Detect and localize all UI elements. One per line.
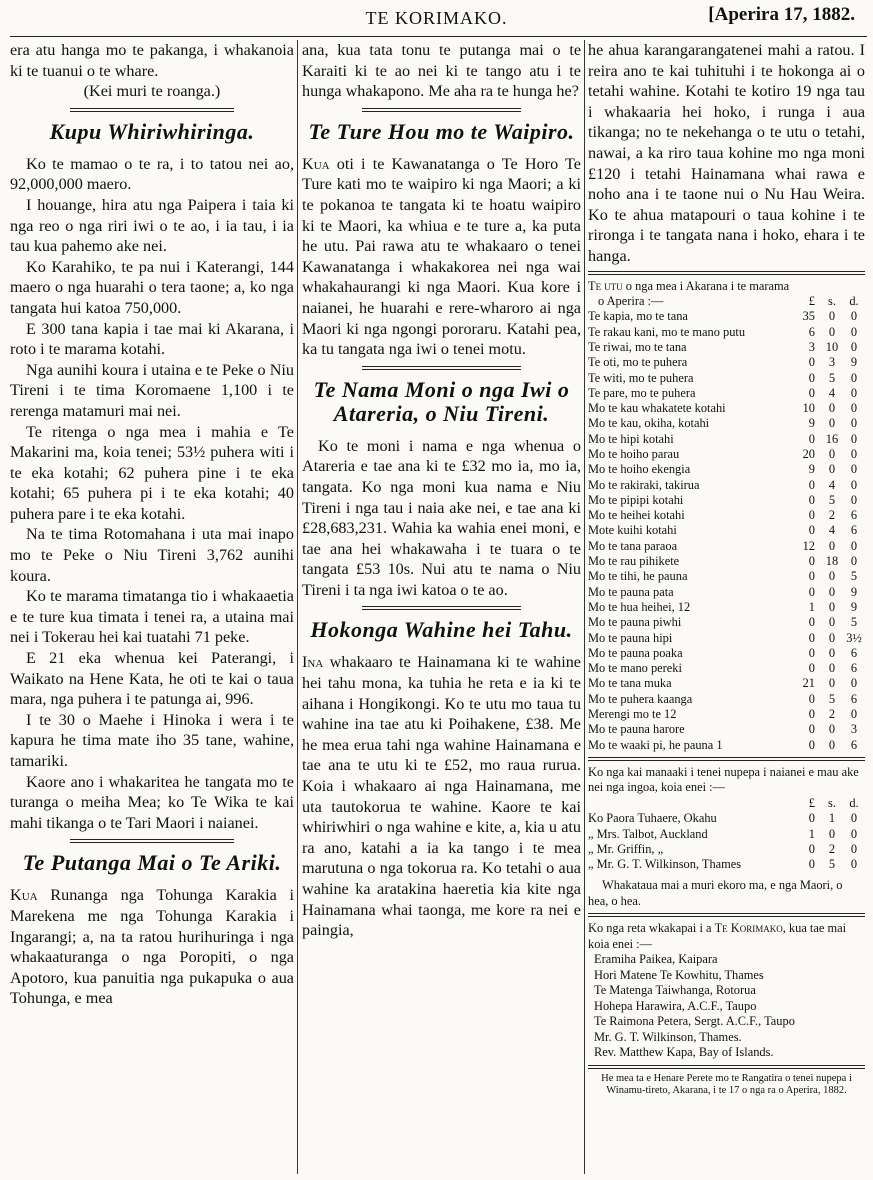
price-value: 0	[850, 385, 858, 400]
price-value: 0	[828, 661, 836, 676]
price-item: Mote kuihi kotahi	[588, 523, 677, 538]
price-item: Mo te kau, okiha, kotahi	[588, 416, 710, 431]
price-value: 0	[828, 645, 836, 660]
subscription-amount: 0	[828, 826, 836, 841]
issue-date: [Aperira 17, 1882.	[708, 4, 855, 25]
paragraph: I houange, hira atu nga Paipera i taia ki nga reo o nga riri iwi o te ao, i ia tau, i ia tau kua pahemo ake nei.	[10, 195, 294, 256]
price-item: Mo te pauna poaka	[588, 645, 683, 660]
price-item: Mo te pauna harore	[588, 722, 685, 737]
price-value: 6	[850, 737, 858, 752]
price-value: 6	[850, 645, 858, 660]
subscribers-intro: Ko nga kai manaaki i tenei nupepa i naianei e mau ake nei nga ingoa, koia enei :—	[588, 764, 859, 795]
table-row	[588, 416, 865, 431]
price-value: 6	[850, 661, 858, 676]
list-item: Hori Matene Te Kowhitu, Thames	[594, 967, 764, 982]
table-row	[588, 355, 865, 370]
price-item: Mo te mano pereki	[588, 661, 682, 676]
column-divider	[297, 40, 298, 1174]
price-value: 0	[808, 707, 815, 722]
list-item: Hohepa Harawira, A.C.F., Taupo	[594, 998, 757, 1013]
price-value: 0	[808, 554, 815, 569]
price-value: 0	[808, 477, 815, 492]
paragraph: Nga aunihi koura i utaina e te Peke o Niu Tireni i te tima Koromaene 1,100 i te rerenga matamuri mai nei.	[10, 360, 294, 420]
table-row	[588, 401, 865, 416]
price-item: Mo te heihei kotahi	[588, 508, 685, 523]
subscribers-note: Whakataua mai a muri ekoro ma, e nga Maori, o hea, o hea.	[588, 878, 843, 908]
section-divider	[588, 757, 865, 761]
section-divider	[588, 271, 865, 275]
price-value: 0	[808, 691, 815, 706]
price-value: 2	[828, 508, 836, 523]
price-value: 10	[802, 401, 815, 416]
letters-list	[588, 952, 865, 1061]
price-value: 0	[808, 661, 815, 676]
section-divider	[70, 839, 234, 843]
price-value: 0	[808, 645, 815, 660]
subscription-amount: 0	[850, 857, 858, 872]
price-value: 4	[828, 385, 836, 400]
continued-text: ana, kua tata tonu te putanga mai o te Karaiti ki te ao nei ki te tango atu i te hunga whakapono. Me aha ra te hunga he?	[302, 41, 581, 101]
table-row	[588, 432, 865, 447]
price-value: 0	[850, 477, 858, 492]
price-value: 35	[802, 309, 815, 324]
column-2	[302, 40, 581, 1172]
table-row	[588, 707, 865, 722]
subscription-amount: 0	[850, 841, 858, 856]
table-row	[588, 447, 865, 462]
header-rule	[10, 36, 867, 37]
list-item: Te Matenga Taiwhanga, Rotorua	[594, 983, 756, 998]
price-value: 0	[828, 676, 836, 691]
dropcap-word: Kua	[10, 886, 38, 905]
list-item: Rev. Matthew Kapa, Bay of Islands.	[594, 1045, 774, 1060]
newspaper-title: TE KORIMAKO.	[365, 8, 508, 28]
table-row	[588, 325, 865, 340]
table-row	[588, 371, 865, 386]
price-item: Mo te tana paraoa	[588, 538, 678, 553]
price-item: Mo te rakiraki, takirua	[588, 477, 700, 492]
table-row	[588, 857, 865, 872]
price-value: 9	[850, 584, 858, 599]
section-divider	[362, 108, 521, 112]
price-item: Te oti, mo te puhera	[588, 355, 688, 370]
paragraph: E 300 tana kapia i tae mai ki Akarana, i roto i te marama kotahi.	[10, 319, 294, 359]
price-value: 20	[802, 447, 815, 461]
paragraph: Ko te marama timatanga tio i whakaaetia e te ture kua timata i tenei ra, a utaina mai nei i Tokerau hei kai tuatahi 71 peke.	[10, 587, 294, 647]
price-item: Mo te puhera kaanga	[588, 691, 693, 706]
subscriber-name: „ Mrs. Talbot, Auckland	[588, 826, 708, 841]
paragraph: Kaore ano i whakaritea he tangata mo te turanga o meiha Mea; ko Te Wika te kai mahi tikanga o te Tari Maori i naianei.	[10, 772, 294, 832]
price-item: Te rakau kani, mo te mano putu	[588, 324, 746, 339]
paragraph: Ko te mamao o te ra, i to tatou nei ao, 92,000,000 maero.	[10, 154, 294, 194]
price-value: 0	[808, 584, 815, 599]
paragraph	[302, 154, 581, 360]
table-row	[588, 738, 865, 753]
price-value: 0	[828, 722, 836, 737]
price-item: Mo te pauna hipi	[588, 630, 673, 645]
price-value: 10	[825, 339, 839, 354]
section-divider	[588, 1065, 865, 1069]
price-value: 3	[850, 722, 858, 737]
table-header-row: o Aperira :— £ s. d.	[598, 294, 859, 309]
subscribers-table	[588, 796, 865, 872]
table-row	[588, 811, 865, 826]
price-item: Mo te hoiho parau	[588, 447, 680, 461]
price-item: Te pare, mo te puhera	[588, 385, 696, 400]
price-value: 5	[828, 492, 836, 507]
table-row	[588, 585, 865, 600]
table-row	[588, 523, 865, 538]
price-item: Mo te rau pihikete	[588, 554, 680, 569]
subscription-amount: 1	[828, 811, 836, 826]
price-value: 0	[828, 416, 836, 431]
price-value: 0	[828, 309, 836, 324]
paragraph-text: oti i te Kawanatanga o Te Horo Te Ture kati mo te waipiro ki nga Maori; a ki te pokanoa te tangata ki te hoatu waipiro ki te Maori, ka whiua e te ture a, ka puta he utu. Pai rawa atu te whakaaro o tenei Kawanatanga i whakakorea nei nga wai whakahaurangi ki nga Maori. Kua kore i naianei, he huarahi e rere-wharoro ai nga Maori ki nga ngongi pororaru. Katahi pea, ka tu tangata nga iwi o tenei motu.	[302, 154, 581, 359]
paragraph: Ko te moni i nama e nga whenua o Atareria e tae ana ki te £32 mo ia, mo ia, tangata. Ko nga moni kua nama e Niu Tireni i nga tau i naia ake nei, e tae ana ki £28,683,231. Wahia ka wahia enei moni, e tae ana hei whakawaha i te tuara o te tangata £53 10s. Nui atu te nama o Niu Tireni i ta nga iwi katoa o te ao.	[302, 436, 581, 599]
table-row	[588, 676, 865, 691]
article-heading: Te Ture Hou mo te Waipiro.	[308, 118, 575, 144]
article-heading: Te Putanga Mai o Te Ariki.	[22, 850, 282, 876]
price-value: 0	[850, 554, 858, 569]
price-value: 0	[828, 462, 836, 477]
section-divider	[70, 108, 234, 112]
continued-text: era atu hanga mo te pakanga, i whakanoia ki te tuanui o te whare.	[10, 41, 294, 80]
price-value: 3	[808, 339, 815, 354]
column-3	[588, 40, 865, 1172]
prices-intro: Te utu o nga mea i Akarana i te marama	[588, 278, 790, 293]
price-value: 0	[808, 722, 815, 737]
section-divider	[362, 366, 521, 370]
paragraph-text: whakaaro te Hainamana ki te wahine hei tahu mona, ka tuhia he reta e ia ki te aihana i Hongikongi. Ko te utu mo taua tu wahine ina tae atu ki Poihakene, £38. Me he mea erua tahi nga wahine Hainamana e tae ana te utu ki te £52, mo raua rurua. Koia i whakaaro ai nga Hainamana, me uta tautokorua te wahine. Kaore te kai whiriwhiri o nga wahine e kite, a, kia u atu ra ano, katahi a ia ka tango i te mea marutuna o nga tokorua ra. Ko tetahi o aua wahine ka aratakina haeretia kia kite nga Hainamana whai taonga, me kore ra nei e paingia,	[302, 653, 581, 940]
price-value: 0	[808, 385, 815, 400]
price-value: 0	[808, 523, 815, 538]
price-value: 0	[808, 492, 815, 507]
price-value: 6	[850, 523, 858, 538]
price-value: 0	[828, 401, 836, 416]
list-item: Mr. G. T. Wilkinson, Thames.	[594, 1029, 742, 1044]
price-item: Mo te kau whakatete kotahi	[588, 401, 726, 416]
table-row	[588, 646, 865, 661]
table-header-row: £ s. d.	[808, 795, 859, 810]
subscription-amount: 0	[808, 841, 815, 856]
price-item: Mo te tana muka	[588, 676, 672, 691]
price-value: 2	[828, 707, 836, 722]
price-value: 0	[850, 309, 858, 324]
price-value: 0	[850, 538, 858, 553]
table-row	[588, 692, 865, 707]
subscription-amount: 2	[828, 841, 836, 856]
price-value: 0	[808, 630, 815, 645]
subscription-amount: 5	[828, 857, 836, 872]
table-row	[588, 631, 865, 646]
page-header	[0, 0, 873, 40]
price-value: 5	[828, 370, 836, 385]
article-heading: Hokonga Wahine hei Tahu.	[310, 617, 573, 643]
price-value: 0	[850, 324, 858, 339]
price-value: 0	[850, 401, 858, 416]
table-row	[588, 478, 865, 493]
price-value: 6	[850, 691, 858, 706]
price-value: 0	[828, 538, 836, 553]
paragraph: Na te tima Rotomahana i uta mai inapo mo te Peke o Niu Tireni 3,762 aunihi koura.	[10, 525, 294, 585]
table-row	[588, 508, 865, 523]
subscriber-name: „ Mr. Griffin, „	[588, 841, 664, 856]
section-divider	[588, 913, 865, 917]
price-value: 5	[828, 691, 836, 706]
price-item: Mo te pipipi kotahi	[588, 492, 684, 507]
table-row	[588, 462, 865, 477]
price-list-table	[588, 294, 865, 753]
price-value: 5	[850, 615, 858, 630]
price-value: 3	[828, 355, 836, 370]
price-value: 0	[850, 462, 858, 477]
price-value: 0	[850, 447, 858, 461]
paragraph: I te 30 o Maehe i Hinoka i wera i te kapura he tima mate iho 35 tane, wahine, tamariki.	[10, 710, 294, 770]
price-value: 0	[850, 492, 858, 507]
price-item: Te kapia, mo te tana	[588, 309, 688, 324]
price-value: 0	[850, 370, 858, 385]
list-item: Eramiha Paikea, Kaipara	[594, 952, 718, 967]
price-value: 9	[850, 355, 858, 370]
price-value: 0	[828, 615, 836, 630]
paragraph	[302, 652, 581, 940]
continued-note: (Kei muri te roanga.)	[83, 82, 221, 101]
dropcap-word: Kua	[302, 154, 330, 173]
price-value: 9	[808, 462, 815, 477]
table-row	[588, 386, 865, 401]
price-value: 0	[808, 355, 815, 370]
paragraph	[10, 885, 294, 1009]
imprint: He mea ta e Henare Perete mo te Rangatira o tenei nupepa i Winamu-tireto, Akarana, i te 17 o nga ra o Aperira, 1882.	[601, 1072, 852, 1096]
price-value: 4	[828, 477, 836, 492]
price-value: 0	[828, 584, 836, 599]
price-value: 21	[802, 676, 815, 691]
table-row	[588, 600, 865, 615]
price-value: 0	[828, 447, 836, 461]
price-value: 9	[808, 416, 815, 431]
price-item: Merengi mo te 12	[588, 707, 677, 722]
price-value: 6	[808, 324, 815, 339]
price-value: 0	[808, 431, 815, 446]
paragraph: Ko Karahiko, te pa nui i Katerangi, 144 maero o nga huarahi o tera taone; a, ko nga tangata hui katoa 750,000.	[10, 257, 294, 317]
price-value: 0	[828, 737, 836, 752]
continued-text: he ahua karangarangatenei mahi a ratou. I reira ano te kai tuhituhi i te hokonga ai o tetahi wahine. Kotahi te kotiro 19 nga tau i whakaaria hei hoko, i runga i aua tikanga; no te nekehanga o te utu o tetahi, nawai, a ka riro taua kohine mo nga moni £120 i tetahi Hainamana whai rawa e noho ana i te taone nui o Nu Hau Weira. Ko te ahua matapouri o taua kohine i te rironga i te tangata nana i hoko, ehara i te hanga.	[588, 41, 865, 265]
price-item: Te riwai, mo te tana	[588, 339, 687, 354]
paragraph-text: Runanga nga Tohunga Karakia i Marekena me nga Tohunga Karakia i Ingarangi; a, na ta ratou hurihuringa i nga whakaaturanga o nga Poropiti, o nga Apotoro, kua panuitia nga pukapuka o aua Tohunga, e mea	[10, 886, 294, 1008]
article-heading: Te Nama Moni o nga Iwi o Atareria, o Niu Tireni.	[313, 376, 570, 426]
price-value: 0	[808, 508, 815, 523]
price-value: 0	[850, 339, 858, 354]
section-divider	[362, 606, 521, 610]
price-item: Mo te pauna pata	[588, 584, 674, 599]
column-divider	[584, 40, 585, 1174]
price-item: Mo te pauna piwhi	[588, 615, 682, 630]
price-value: 18	[825, 554, 839, 569]
table-row	[588, 309, 865, 324]
price-value: 0	[808, 615, 815, 630]
price-value: 0	[808, 569, 815, 584]
price-value: 12	[802, 538, 815, 553]
price-value: 0	[808, 370, 815, 385]
table-row	[588, 661, 865, 676]
price-item: Mo te tihi, he pauna	[588, 569, 688, 584]
list-item: Te Raimona Petera, Sergt. A.C.F., Taupo	[594, 1014, 795, 1029]
subscription-amount: 0	[808, 857, 815, 872]
price-item: Te witi, mo te puhera	[588, 370, 694, 385]
price-value: 0	[828, 569, 836, 584]
column-1	[10, 40, 294, 1172]
price-value: 9	[850, 599, 858, 614]
table-row	[588, 340, 865, 355]
table-row	[588, 615, 865, 630]
price-value: 0	[808, 737, 815, 752]
letters-intro: Ko nga reta wkakapai i a Te Korimako, kua tae mai koia enei :—	[588, 921, 847, 951]
price-value: 0	[850, 416, 858, 431]
table-row	[588, 493, 865, 508]
table-row	[588, 539, 865, 554]
price-value: 3½	[846, 630, 862, 645]
price-value: 0	[850, 676, 858, 691]
price-item: Mo te hua heihei, 12	[588, 599, 691, 614]
price-value: 5	[850, 569, 858, 584]
price-value: 1	[808, 599, 815, 614]
paragraph: Te ritenga o nga mea i mahia e Te Makarini ma, koia tenei; 53½ puhera witi i te eka kotahi; 62 puhera pine i te eka kotahi; 65 puhera pi i te eka kotahi; 40 puhera pare i te eka kotahi.	[10, 422, 294, 523]
subscription-amount: 0	[850, 811, 858, 826]
price-item: Mo te hoiho ekengia	[588, 462, 691, 477]
article-heading: Kupu Whiriwhiringa.	[49, 118, 255, 144]
subscriber-name: Ko Paora Tuhaere, Okahu	[588, 811, 717, 826]
price-value: 0	[828, 599, 836, 614]
paragraph: E 21 eka whenua kei Paterangi, i Waikato na Hene Kata, he oti te kai o taua mara, nga puhera i te patunga ai, 996.	[10, 649, 294, 709]
price-value: 6	[850, 508, 858, 523]
subscriber-name: „ Mr. G. T. Wilkinson, Thames	[588, 857, 742, 872]
price-value: 0	[850, 431, 858, 446]
subscription-amount: 0	[808, 811, 815, 826]
table-row	[588, 842, 865, 857]
price-value: 0	[828, 324, 836, 339]
price-value: 4	[828, 523, 836, 538]
price-item: Mo te hipi kotahi	[588, 431, 674, 446]
table-row	[588, 569, 865, 584]
table-row	[588, 554, 865, 569]
price-item: Mo te waaki pi, he pauna 1	[588, 737, 723, 752]
price-value: 0	[828, 630, 836, 645]
price-value: 0	[850, 707, 858, 722]
article-body	[10, 154, 294, 834]
subscription-amount: 1	[808, 826, 815, 841]
price-value: 16	[825, 431, 839, 446]
table-row	[588, 827, 865, 842]
subscription-amount: 0	[850, 826, 858, 841]
table-row	[588, 722, 865, 737]
dropcap-word: Ina	[302, 653, 324, 672]
